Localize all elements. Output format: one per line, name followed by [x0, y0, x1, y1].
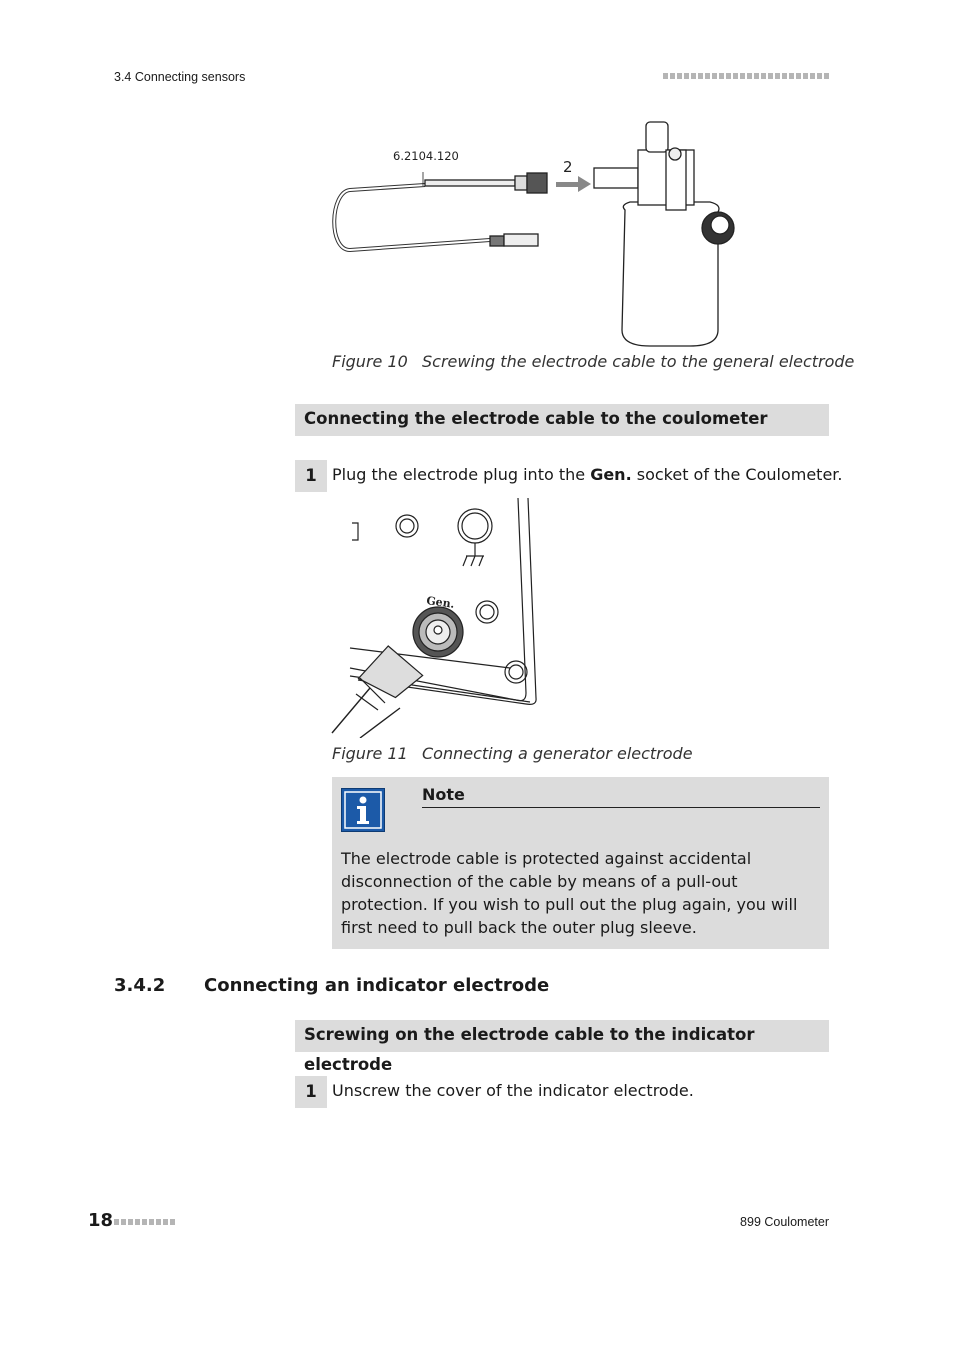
note-body: The electrode cable is protected against accidental disconnection of the cable by means of a pull-out protection. If you wish to pull out the plug again, you will first need to pull back the outer plug sleeve. — [341, 849, 798, 937]
section-title: Connecting an indicator electrode — [204, 975, 550, 996]
step-text-part: socket of the Coulometer. — [631, 465, 843, 484]
figure-11-caption-text: Connecting a generator electrode — [422, 744, 693, 763]
page-number: 18 — [88, 1210, 114, 1231]
step-text-bold: Gen. — [590, 465, 632, 484]
step-number: 1 — [295, 1076, 327, 1108]
section-number: 3.4.2 — [114, 975, 166, 996]
subsection-title-indicator: Screwing on the electrode cable to the indicator electrode — [295, 1020, 829, 1052]
info-icon — [341, 788, 385, 832]
gen-socket-label: Gen. — [425, 594, 456, 611]
figure-10-caption-text: Screwing the electrode cable to the general electrode — [422, 352, 855, 371]
step-text — [332, 459, 842, 491]
figure-11-illustration — [330, 498, 562, 738]
footer-decoration — [114, 1219, 175, 1225]
step-text: Unscrew the cover of the indicator electrode. — [332, 1081, 694, 1100]
note-title: Note — [422, 785, 820, 808]
header-decoration — [663, 73, 829, 79]
figure-11-caption — [332, 744, 693, 763]
step-number: 1 — [295, 460, 327, 492]
figure-10-label: Figure 10 — [332, 352, 408, 371]
section-heading — [114, 975, 549, 996]
figure-10-caption — [332, 352, 854, 371]
callout-number: 2 — [563, 158, 573, 176]
product-name: 899 Coulometer — [740, 1215, 829, 1229]
part-number-label: 6.2104.120 — [393, 149, 459, 163]
step-text-part: Plug the electrode plug into the — [332, 465, 591, 484]
note-box — [332, 777, 829, 949]
running-header: 3.4 Connecting sensors — [114, 70, 246, 84]
figure-11-label: Figure 11 — [332, 744, 408, 763]
figure-10-illustration — [320, 110, 760, 350]
subsection-title-coulometer: Connecting the electrode cable to the coulometer — [295, 404, 829, 436]
